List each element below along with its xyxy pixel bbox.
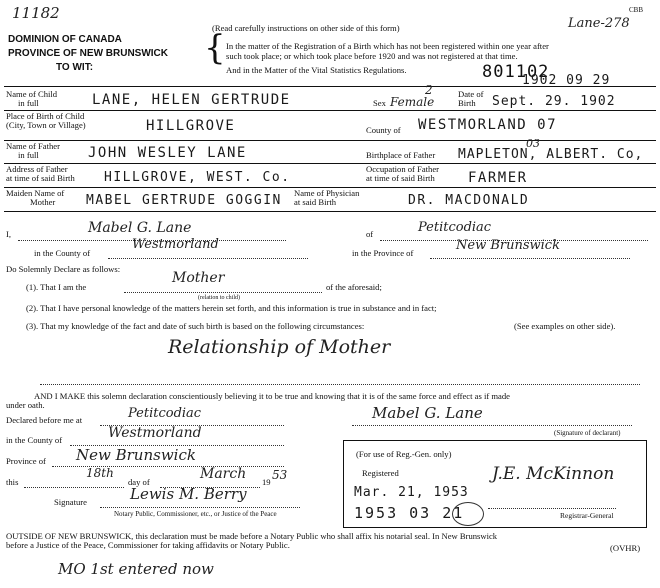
dominion-line: DOMINION OF CANADA — [8, 34, 122, 45]
decl-county: Westmorland — [132, 237, 219, 252]
circumstance: Relationship of Mother — [168, 336, 391, 358]
footer-line-1: OUTSIDE OF NEW BRUNSWICK, this declaration must be made before a Notary Public who shall affix his notarial seal. In New Brunswick — [6, 531, 498, 541]
registration-numbers: 1953 03 21 — [354, 504, 465, 522]
registered-label: Registered — [362, 468, 399, 478]
of-label: of — [366, 229, 374, 239]
declared-before-place: Petitcodiac — [128, 406, 202, 421]
dob-label-2: Birth — [458, 98, 476, 108]
declared-before-label: Declared before me at — [6, 415, 83, 425]
declarant-sig-underline — [352, 425, 632, 426]
decl-county-label: in the County of — [34, 248, 91, 258]
place-value: HILLGROVE — [146, 118, 236, 134]
item1-note: (relation to child) — [198, 295, 240, 301]
dob-value: Sept. 29. 1902 — [492, 94, 616, 109]
form-code: (OVHR) — [610, 543, 641, 553]
in-county-value: Westmorland — [108, 425, 202, 441]
in-county-label: in the County of — [6, 435, 63, 445]
item1-b: of the aforesaid; — [326, 282, 382, 292]
corner-scribble: Lane-278 — [568, 16, 630, 31]
item3-note: (See examples on other side). — [514, 321, 616, 331]
to-wit: TO WIT: — [56, 62, 94, 73]
declarant-sig-label: (Signature of declarant) — [554, 429, 621, 437]
decl-province-label: in the Province of — [352, 248, 414, 258]
signature-underline — [100, 507, 300, 508]
solemn-declare: Do Solemnly Declare as follows: — [6, 264, 121, 274]
father-address-label-2: at time of said Birth — [6, 173, 75, 183]
item1-a: (1). That I am the — [26, 282, 87, 292]
province-value: New Brunswick — [76, 446, 196, 464]
make-line-2: under oath. — [6, 400, 45, 410]
sex-code: 2 — [425, 83, 433, 97]
father-address-label-1: Address of Father — [6, 164, 68, 174]
matter-line-1: In the matter of the Registration of a Birth which has not been registered within one year after — [226, 41, 549, 51]
physician-label-1: Name of Physician — [294, 188, 360, 198]
stamp-date: 1902 09 29 — [522, 73, 611, 88]
declarant-signature: Mabel G. Lane — [372, 404, 483, 422]
physician-label-2: at said Birth — [294, 197, 337, 207]
county-value: WESTMORLAND 07 — [418, 117, 558, 133]
father-occupation: FARMER — [468, 170, 528, 186]
corner-number: 11182 — [12, 4, 60, 22]
registration-circle — [452, 502, 484, 526]
item3: (3). That my knowledge of the fact and date of such birth is based on the following circumstances: — [26, 321, 365, 331]
footer-line-2: before a Justice of the Peace, Commissioner for taking affidavits or Notary Public. — [6, 540, 290, 550]
physician-name: DR. MACDONALD — [408, 193, 530, 208]
registrar-underline — [488, 508, 616, 509]
rule-5 — [4, 211, 656, 212]
item2: (2). That I have personal knowledge of the matters herein set forth, and this information is true in substance and in fact; — [26, 303, 437, 313]
mother-label-2: Mother — [30, 197, 56, 207]
bottom-note: MO 1st entered now — [58, 560, 214, 578]
rule-1 — [4, 110, 656, 111]
father-name: JOHN WESLEY LANE — [88, 145, 247, 161]
registrar-title: (For use of Reg.-Gen. only) — [356, 449, 452, 459]
circumstance-underline — [40, 384, 640, 385]
month-value: March — [200, 466, 247, 482]
father-occupation-label-2: at time of said Birth — [366, 173, 435, 183]
this-label: this — [6, 477, 19, 487]
dob-label-1: Date of — [458, 89, 484, 99]
decl-province-underline — [430, 258, 630, 259]
registrar-signature: J.E. McKinnon — [492, 464, 615, 484]
notary-label: Notary Public, Commissioner, etc., or Justice of the Peace — [114, 510, 277, 518]
signature-label: Signature — [54, 497, 87, 507]
mother-name: MABEL GERTRUDE GOGGIN — [86, 193, 282, 208]
county-label: County of — [366, 125, 401, 135]
province-line: PROVINCE OF NEW BRUNSWICK — [8, 48, 168, 59]
father-label-1: Name of Father — [6, 141, 60, 151]
father-birthplace-code: 03 — [526, 137, 540, 150]
serial-number: 801102 — [482, 62, 550, 82]
father-address: HILLGROVE, WEST. Co. — [104, 170, 291, 185]
day-underline — [24, 487, 124, 488]
instruction-note: (Read carefully instructions on other side of this form) — [212, 23, 400, 33]
registration-date: Mar. 21, 1953 — [354, 485, 469, 500]
i-label: I, — [6, 229, 12, 239]
mother-label-1: Maiden Name of — [6, 188, 65, 198]
registrar-general-label: Registrar-General — [560, 511, 614, 520]
day-value: 18th — [86, 466, 114, 480]
matter-line-2: such took place; or which took place before 1920 and was not registered at that time. — [226, 51, 518, 61]
child-label-2: in full — [18, 98, 39, 108]
province-label: Province of — [6, 456, 46, 466]
child-name: LANE, HELEN GERTRUDE — [92, 92, 291, 108]
sex-label: Sex — [373, 98, 386, 108]
child-label-1: Name of Child — [6, 89, 58, 99]
declarant-name: Mabel G. Lane — [88, 220, 192, 236]
father-birthplace-label: Birthplace of Father — [366, 150, 436, 160]
rule-2 — [4, 140, 656, 141]
item1-value: Mother — [172, 270, 225, 286]
father-birthplace: MAPLETON, ALBERT. Co, — [458, 147, 644, 162]
of-place: Petitcodiac — [418, 220, 492, 235]
rule-3 — [4, 163, 656, 164]
form-corner-code: CBB — [629, 6, 644, 14]
matter-line-3: And in the Matter of the Vital Statistics Regulations. — [226, 65, 407, 75]
sex-value: Female — [390, 95, 435, 109]
make-line-1: AND I MAKE this solemn declaration conscientiously believing it to be true and knowing that it is of the same force and effect as if made — [34, 391, 510, 401]
father-occupation-label-1: Occupation of Father — [366, 164, 440, 174]
place-label-1: Place of Birth of Child — [6, 111, 85, 121]
item1-underline — [124, 292, 322, 293]
decl-province: New Brunswick — [456, 238, 560, 253]
year-prefix: 19 — [262, 477, 271, 487]
notary-signature: Lewis M. Berry — [130, 485, 247, 503]
day-of-label: day of — [128, 477, 150, 487]
year-value: 53 — [272, 468, 288, 482]
father-label-2: in full — [18, 150, 39, 160]
header-brace: { — [204, 28, 226, 68]
decl-county-underline — [108, 258, 308, 259]
place-label-2: (City, Town or Village) — [6, 120, 86, 130]
